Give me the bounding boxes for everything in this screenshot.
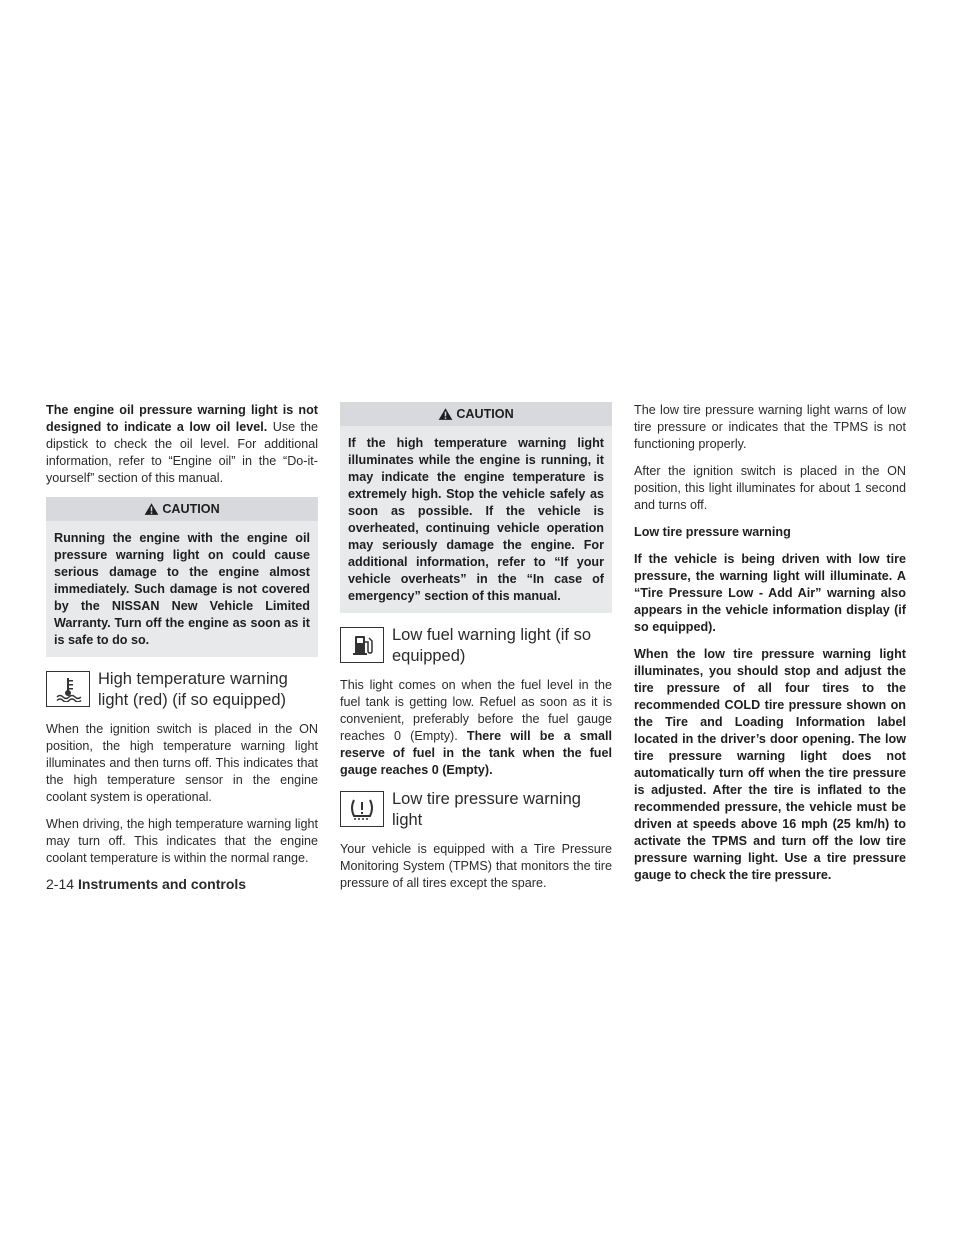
caution-box-temperature (340, 402, 612, 613)
high-temp-paragraph-1: When the ignition switch is placed in the ON position, the high temperature warning light illuminates and then turns off. This indicates that the high temperature sensor in the engine coolant system is operational. (46, 722, 318, 804)
high-temperature-title: High temperature warning light (red) (if so equipped) (98, 670, 288, 709)
high-temp-paragraph-2: When driving, the high temperature warning light may turn off. This indicates that the engine coolant temperature is within the normal range. (46, 817, 318, 865)
caution-text: If the high temperature warning light illuminates while the engine is running, it may indicate the engine temperature is extremely high. Stop the vehicle safely as soon as possible. If the vehicle is overheated, continuing vehicle operation may seriously damage the engine. For additional information, refer to “If your vehicle overheats” in the “In case of emergency” section of this manual. (348, 436, 604, 603)
low-pressure-driving-paragraph: If the vehicle is being driven with low tire pressure, the warning light will illuminate. A “Tire Pressure Low - Add Air” warning also appears in the vehicle information display (if so equipped). (634, 552, 906, 634)
fuel-reserve-note: There will be a small reserve of fuel in the tank when the fuel gauge reaches 0 (Empty). (340, 729, 612, 777)
low-fuel-title: Low fuel warning light (if so equipped) (392, 626, 592, 665)
warning-triangle-icon (144, 502, 159, 516)
section-title: Instruments and controls (78, 876, 247, 892)
low-fuel-paragraph (340, 677, 612, 779)
low-fuel-heading (340, 625, 612, 667)
oil-pressure-paragraph (46, 402, 318, 487)
adjust-pressure-paragraph: When the low tire pressure warning light illuminates, you should stop and adjust the tire pressure of all four tires to the recommended COLD tire pressure shown on the Tire and Loading Information label located in the driver’s door opening. The low tire pressure warning light does not automatically turn off when the tire pressure is adjusted. After the tire is inflated to the recommended pressure, the vehicle must be driven at speeds above 16 mph (25 km/h) to activate the TPMS and turn off the low tire pressure warning light. Use a tire pressure gauge to check the tire pressure. (634, 647, 906, 882)
low-tire-pressure-subheading: Low tire pressure warning (634, 525, 791, 539)
caution-box-oil (46, 497, 318, 657)
oil-dipstick-text: Use the dipstick to check the oil level. For additional information, refer to “Engine oil” in the “Do-it-yourself” section of this manual. (46, 420, 319, 485)
page-footer (46, 876, 246, 892)
column-right (634, 402, 906, 894)
warning-triangle-icon (438, 407, 453, 421)
caution-header (340, 402, 612, 426)
tire-pressure-icon (340, 791, 384, 827)
caution-text: Running the engine with the engine oil pressure warning light on could cause serious damage to the engine almost immediately. Such damage is not covered by the NISSAN New Vehicle Limited Warranty. Turn off the engine as soon as it is safe to do so. (54, 531, 310, 647)
low-fuel-text: This light comes on when the fuel level in the fuel tank is getting low. Refuel as soon as it is convenient, preferably before the fuel gauge reaches 0 (Empty). (340, 678, 612, 743)
low-tire-pressure-heading (340, 789, 612, 831)
oil-pressure-note: The engine oil pressure warning light is not designed to indicate a low oil level. (46, 403, 318, 434)
page-number: 2-14 (46, 876, 75, 892)
low-tire-pressure-title: Low tire pressure warning light (392, 790, 581, 829)
caution-title: CAUTION (162, 502, 220, 516)
coolant-temperature-icon (46, 671, 90, 707)
tpms-paragraph: Your vehicle is equipped with a Tire Pressure Monitoring System (TPMS) that monitors the tire pressure of all tires except the spare. (340, 842, 612, 890)
tpms-warn-paragraph: The low tire pressure warning light warns of low tire pressure or indicates that the TPMS is not functioning properly. (634, 403, 906, 451)
column-middle (340, 402, 612, 902)
high-temperature-heading (46, 669, 318, 711)
fuel-pump-icon (340, 627, 384, 663)
caution-header (46, 497, 318, 521)
tpms-ignition-paragraph: After the ignition switch is placed in the ON position, this light illuminates for about 1 second and turns off. (634, 464, 906, 512)
caution-title: CAUTION (456, 407, 514, 421)
column-left (46, 402, 318, 877)
